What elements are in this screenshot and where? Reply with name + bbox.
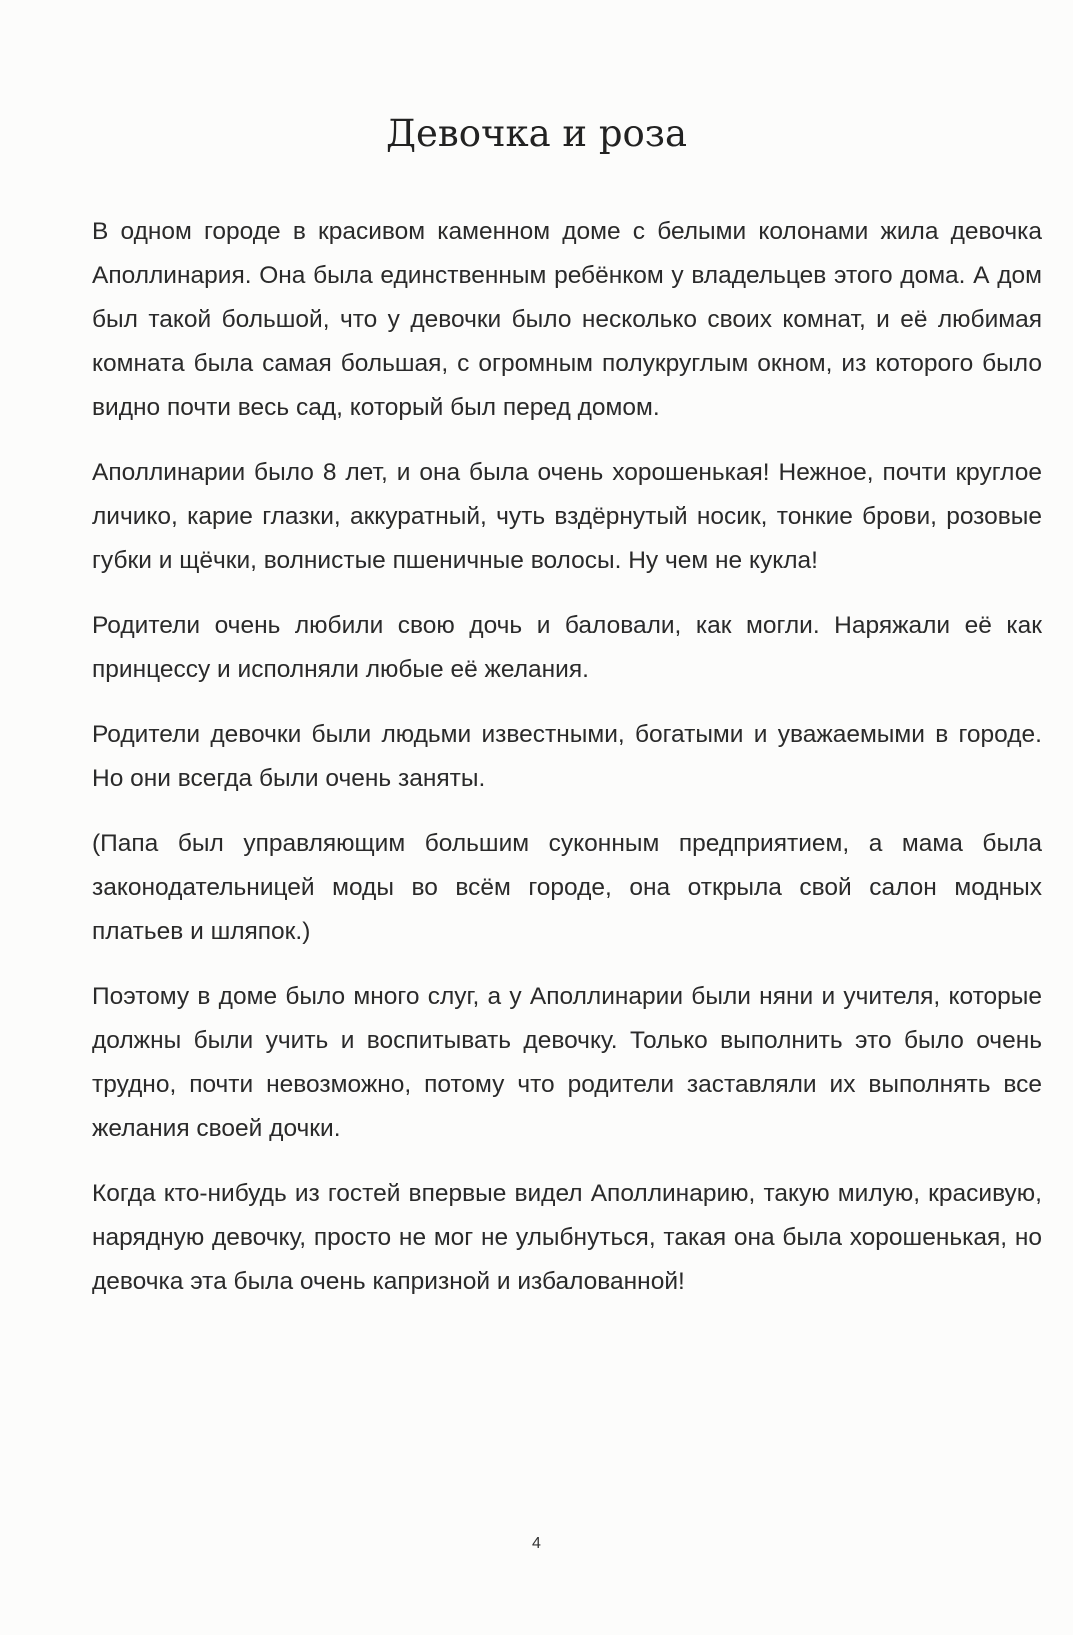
page-title: Девочка и роза — [385, 112, 688, 155]
paragraph-7: Когда кто-нибудь из гостей впервые видел Аполлинарию, такую милую, красивую, нарядную девочку, просто не мог не улыбнуться, такая она была хорошенькая, но девочка эта была очень капризной и избалованной! — [92, 1180, 1042, 1295]
paragraph-6: Поэтому в доме было много слуг, а у Аполлинарии были няни и учителя, которые должны были учить и воспитывать девочку. Только выполнить это было очень трудно, почти невозможно, потому что родители заставляли их выполнять все желания своей дочки. — [92, 983, 1042, 1142]
paragraph-2: Аполлинарии было 8 лет, и она была очень хорошенькая! Нежное, почти круглое личико, карие глазки, аккуратный, чуть вздёрнутый носик, тонкие брови, розовые губки и щёчки, волнистые пшеничные волосы. Ну чем не кукла! — [92, 459, 1042, 574]
paragraph-3: Родители очень любили свою дочь и баловали, как могли. Наряжали её как принцессу и исполняли любые её желания. — [92, 612, 1042, 683]
paragraph-5: (Папа был управляющим большим суконным предприятием, а мама была законодательницей моды во всём городе, она открыла свой салон модных платьев и шляпок.) — [92, 830, 1042, 945]
paragraph-1: В одном городе в красивом каменном доме с белыми колонами жила девочка Аполлинария. Она была единственным ребёнком у владельцев этого дома. А дом был такой большой, что у девочки было несколько своих комнат, и её любимая комната была самая большая, с огромным полукруглым окном, из которого было видно почти весь сад, который был перед домом. — [92, 218, 1042, 421]
paragraph-4: Родители девочки были людьми известными, богатыми и уважаемыми в городе. Но они всегда были очень заняты. — [92, 721, 1042, 792]
page-number: 4 — [532, 1535, 541, 1552]
story-text — [92, 210, 1042, 1325]
